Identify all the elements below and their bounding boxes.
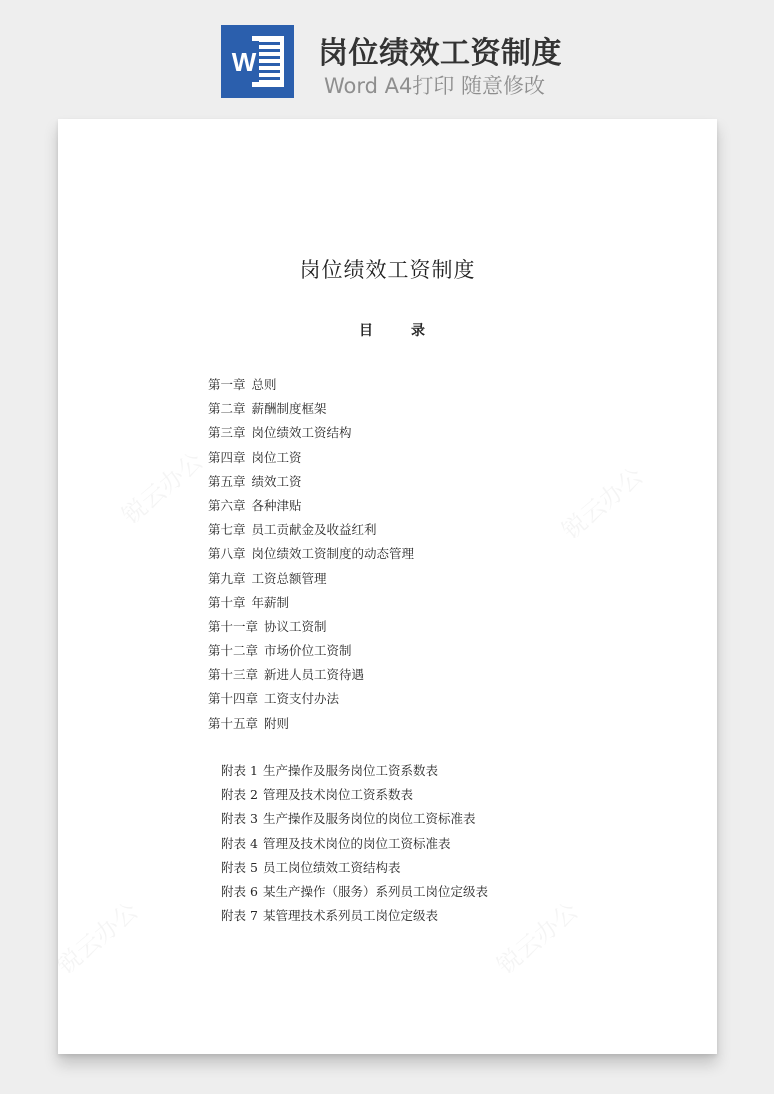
watermark	[58, 892, 144, 981]
chapter-item	[208, 591, 414, 615]
chapter-item	[208, 470, 414, 494]
chapter-item	[208, 712, 414, 736]
watermark	[113, 442, 209, 531]
chapter-item	[208, 518, 414, 542]
chapter-item	[208, 663, 414, 687]
chapter-title: 岗位工资	[251, 449, 302, 465]
chapter-number: 第十三章	[208, 667, 259, 683]
appendix-number: 附表 4	[221, 835, 258, 851]
chapter-title: 岗位绩效工资制度的动态管理	[251, 546, 415, 562]
chapter-item	[208, 373, 414, 397]
chapter-title: 员工贡献金及收益红利	[251, 522, 377, 538]
chapter-title: 薪酬制度框架	[251, 401, 327, 417]
chapter-number: 第六章	[208, 497, 246, 513]
toc-heading	[359, 320, 425, 340]
chapter-number: 第一章	[208, 377, 246, 392]
toc-heading-part: 录	[411, 323, 425, 339]
chapter-item	[208, 687, 414, 711]
appendix-number: 附表 5	[221, 859, 258, 875]
appendix-item	[221, 783, 488, 807]
chapter-title: 附则	[264, 715, 290, 731]
appendix-number: 附表 1	[221, 763, 258, 778]
chapter-title: 各种津贴	[251, 497, 302, 513]
chapter-number: 第八章	[208, 546, 246, 562]
chapter-title: 岗位绩效工资结构	[251, 425, 352, 441]
appendix-title: 管理及技术岗位工资系数表	[262, 787, 413, 803]
appendix-item	[221, 904, 488, 928]
chapter-title: 工资总额管理	[251, 570, 327, 586]
header-banner	[0, 0, 774, 118]
chapter-number: 第二章	[208, 401, 246, 417]
chapter-item	[208, 421, 414, 445]
appendix-title: 管理及技术岗位的岗位工资标准表	[262, 835, 451, 851]
appendix-item	[221, 880, 488, 904]
chapter-number: 第三章	[208, 425, 246, 441]
chapter-number: 第十章	[208, 594, 246, 610]
appendix-title: 某生产操作（服务）系列员工岗位定级表	[262, 883, 488, 899]
chapter-title: 工资支付办法	[264, 691, 340, 707]
chapter-title: 新进人员工资待遇	[264, 667, 365, 683]
appendix-title: 生产操作及服务岗位工资系数表	[262, 763, 438, 778]
chapter-item	[208, 567, 414, 591]
chapter-number: 第十一章	[208, 618, 259, 634]
appendix-item	[221, 759, 488, 783]
appendix-title: 员工岗位绩效工资结构表	[262, 859, 401, 875]
appendix-item	[221, 807, 488, 831]
document-page	[58, 119, 717, 1054]
watermark	[488, 892, 584, 981]
banner-subtitle: Word A4打印 随意修改	[324, 74, 546, 98]
appendix-number: 附表 2	[221, 787, 258, 803]
appendix-number: 附表 3	[221, 811, 258, 827]
chapter-number: 第十二章	[208, 643, 259, 659]
chapter-number: 第四章	[208, 449, 246, 465]
chapter-item	[208, 639, 414, 663]
appendix-item	[221, 832, 488, 856]
chapter-title: 年薪制	[251, 594, 290, 610]
appendix-number: 附表 7	[221, 908, 258, 924]
toc-heading-part: 目	[359, 323, 373, 339]
chapter-number: 第七章	[208, 522, 246, 538]
chapter-item	[208, 542, 414, 566]
chapter-number: 第十五章	[208, 715, 259, 731]
appendix-number: 附表 6	[221, 883, 258, 899]
watermark	[553, 457, 649, 546]
banner-title: 岗位绩效工资制度	[318, 36, 562, 71]
appendix-title: 生产操作及服务岗位的岗位工资标准表	[262, 811, 476, 827]
word-icon	[221, 25, 294, 98]
chapter-title: 绩效工资	[251, 473, 302, 489]
chapter-title: 总则	[251, 377, 277, 392]
chapter-item	[208, 494, 414, 518]
appendix-item	[221, 856, 488, 880]
chapter-item	[208, 615, 414, 639]
chapter-item	[208, 446, 414, 470]
chapter-number: 第十四章	[208, 691, 259, 707]
chapter-number: 第九章	[208, 570, 246, 586]
appendix-list	[221, 759, 488, 928]
word-icon-letter: W	[231, 47, 257, 77]
chapter-title: 协议工资制	[264, 618, 327, 634]
chapter-list	[208, 373, 414, 736]
appendix-title: 某管理技术系列员工岗位定级表	[262, 908, 438, 924]
chapter-number: 第五章	[208, 473, 246, 489]
chapter-item	[208, 397, 414, 421]
chapter-title: 市场价位工资制	[264, 643, 352, 659]
document-title: 岗位绩效工资制度	[299, 258, 476, 282]
